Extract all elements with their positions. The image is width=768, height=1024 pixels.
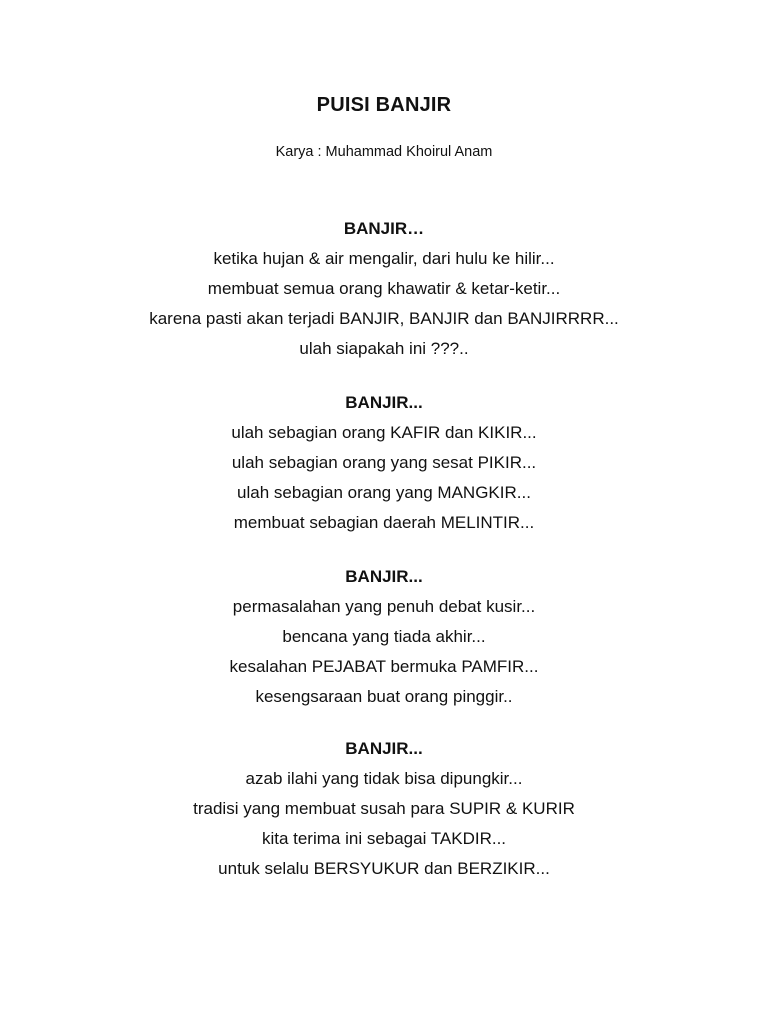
stanza-heading: BANJIR... — [345, 393, 423, 412]
stanza-heading: BANJIR… — [343, 219, 425, 238]
stanza-4 — [0, 734, 768, 884]
stanza-line: ulah sebagian orang KAFIR dan KIKIR... — [231, 423, 537, 442]
stanza-line: untuk selalu BERSYUKUR dan BERZIKIR... — [218, 859, 550, 878]
stanza-line: kesengsaraan buat orang pinggir.. — [255, 687, 513, 706]
stanza-line: ulah sebagian orang yang MANGKIR... — [237, 483, 531, 502]
poem-title: PUISI BANJIR — [316, 94, 452, 116]
stanza-3 — [0, 562, 768, 712]
stanza-line: karena pasti akan terjadi BANJIR, BANJIR dan BANJIRRRR... — [149, 309, 619, 328]
stanza-line: ulah sebagian orang yang sesat PIKIR... — [231, 453, 537, 472]
stanza-heading: BANJIR... — [345, 567, 423, 586]
stanza-line: bencana yang tiada akhir... — [282, 627, 486, 646]
stanza-line: membuat sebagian daerah MELINTIR... — [233, 513, 535, 532]
stanza-line: tradisi yang membuat susah para SUPIR & KURIR — [193, 799, 575, 818]
stanza-line: kesalahan PEJABAT bermuka PAMFIR... — [229, 657, 539, 676]
stanza-2 — [0, 388, 768, 538]
stanza-line: kita terima ini sebagai TAKDIR... — [261, 829, 507, 848]
stanza-line: ulah siapakah ini ???.. — [299, 339, 469, 358]
stanza-line: membuat semua orang khawatir & ketar-ketir... — [207, 279, 561, 298]
stanza-1 — [0, 214, 768, 364]
stanza-line: ketika hujan & air mengalir, dari hulu ke hilir... — [213, 249, 555, 268]
poem-author: Karya : Muhammad Khoirul Anam — [275, 144, 493, 160]
stanza-line: permasalahan yang penuh debat kusir... — [232, 597, 536, 616]
stanza-line: azab ilahi yang tidak bisa dipungkir... — [245, 769, 523, 788]
stanza-heading: BANJIR... — [345, 739, 423, 758]
